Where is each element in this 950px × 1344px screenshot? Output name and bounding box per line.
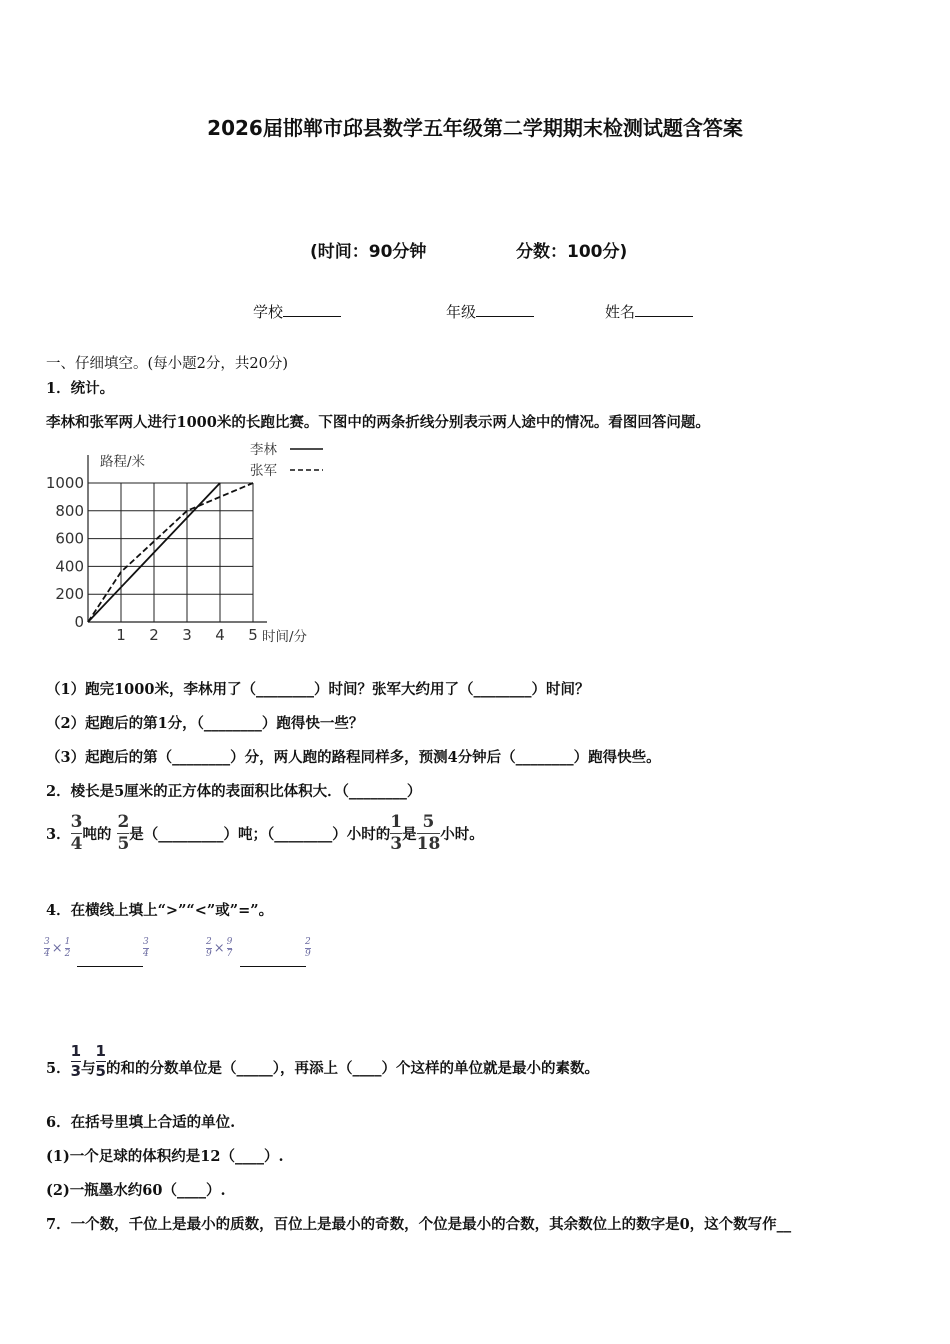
q3-fraction-2	[117, 814, 129, 853]
section-heading: 一、仔细填空。(每小题2分，共20分)	[46, 356, 288, 372]
q6-part2: (2)一瓶墨水约60（____）.	[46, 1182, 226, 1199]
race-chart	[40, 436, 340, 648]
multiply-sign: ×	[213, 941, 225, 956]
numerator: 1	[64, 937, 71, 947]
fraction	[143, 938, 149, 959]
q1-number: 1．	[46, 380, 71, 397]
q4-expr-b-left	[206, 938, 232, 959]
q3-text-4: 小时。	[440, 826, 484, 843]
q4-blank-b[interactable]	[240, 966, 306, 967]
chart-legend	[250, 441, 323, 479]
denominator: 3	[390, 834, 403, 854]
q6-title: 6．在括号里填上合适的单位.	[46, 1114, 236, 1131]
numerator: 2	[305, 937, 311, 947]
chart-y-ticks	[46, 474, 84, 631]
school-blank[interactable]	[283, 302, 341, 317]
numerator: 2	[206, 937, 212, 947]
q5-text-with: 与	[81, 1060, 96, 1077]
q1-part3: （3）起跑后的第（________）分，两人跑的路程同样多，预测4分钟后（________）跑得快些。	[46, 749, 661, 766]
fraction	[227, 938, 233, 959]
q1-part2: （2）起跑后的第1分，（________）跑得快一些？	[46, 715, 364, 732]
chart-x-label: 时间/分	[262, 629, 308, 645]
numerator: 3	[143, 937, 149, 947]
q3	[46, 814, 484, 853]
numerator: 9	[226, 937, 233, 947]
chart-series	[88, 483, 253, 622]
x-tick-label: 2	[149, 626, 159, 644]
q5-fraction-2	[96, 1044, 106, 1079]
numerator: 2	[117, 812, 130, 832]
name-label: 姓名	[605, 303, 636, 321]
q3-fraction-3	[390, 814, 402, 853]
x-tick-label: 1	[116, 626, 126, 644]
y-tick-label: 600	[55, 529, 84, 548]
school-label: 学校	[253, 303, 284, 321]
q4: 4．在横线上填上“>”“<”或”=”。	[46, 902, 274, 919]
chart-y-label: 路程/米	[100, 454, 146, 470]
denominator: 3	[70, 1062, 82, 1080]
y-tick-label: 0	[74, 613, 84, 631]
numerator: 1	[70, 1042, 82, 1060]
numerator: 1	[390, 812, 403, 832]
denominator: 9	[305, 949, 311, 959]
fraction	[305, 938, 311, 959]
y-tick-label: 1000	[45, 474, 84, 492]
q4-expr-b-right	[305, 938, 311, 959]
q3-fraction-1	[71, 814, 83, 853]
name-blank[interactable]	[635, 302, 693, 317]
y-tick-label: 200	[55, 585, 84, 604]
legend-label: 张军	[250, 463, 277, 479]
numerator: 3	[70, 812, 83, 832]
grade-label: 年级	[446, 303, 477, 321]
x-tick-label: 5	[248, 626, 258, 644]
q4-blank-a[interactable]	[77, 966, 143, 967]
q5-fraction-1	[71, 1044, 81, 1079]
school-field	[253, 301, 341, 322]
denominator: 5	[117, 834, 130, 854]
name-field	[605, 301, 693, 322]
denominator: 9	[206, 949, 212, 959]
q3-fraction-4	[417, 814, 441, 853]
chart-grid	[88, 483, 253, 622]
q3-number: 3．	[46, 826, 71, 843]
multiply-sign: ×	[51, 941, 63, 956]
x-tick-label: 3	[182, 626, 192, 644]
q1-title: 统计。	[70, 380, 115, 397]
q7: 7．一个数，千位上是最小的质数，百位上是最小的奇数，个位是最小的合数，其余数位上的数字是0，这个数写作__	[46, 1216, 792, 1233]
denominator: 2	[64, 949, 71, 959]
numerator: 3	[44, 937, 50, 947]
q6-part1: (1)一个足球的体积约是12（____）.	[46, 1148, 284, 1165]
series-line-zhangjun	[88, 483, 253, 622]
page-title: 2026届邯郸市邱县数学五年级第二学期期末检测试题含答案	[207, 116, 743, 140]
q3-text-1: 吨的	[82, 826, 112, 843]
q3-text-2: 是（_________）吨；（________）小时的	[129, 826, 391, 843]
denominator: 4	[44, 949, 50, 959]
x-tick-label: 4	[215, 626, 225, 644]
denominator: 4	[143, 949, 149, 959]
q1-part1: （1）跑完1000米，李林用了（________）时间？张军大约用了（________）时间？	[46, 681, 590, 698]
q5	[46, 1044, 599, 1079]
grade-blank[interactable]	[476, 302, 534, 317]
numerator: 1	[95, 1042, 106, 1060]
fraction	[206, 938, 212, 959]
q5-number: 5．	[46, 1060, 71, 1077]
exam-score: 分数：100分)	[516, 242, 628, 262]
q2: 2．棱长是5厘米的正方体的表面积比体积大．（________）	[46, 783, 422, 800]
y-tick-label: 400	[55, 557, 84, 576]
fraction	[65, 938, 71, 959]
y-tick-label: 800	[55, 501, 84, 520]
q1-heading	[46, 377, 114, 398]
q4-expr-a-right	[143, 938, 149, 959]
q1-intro: 李林和张军两人进行1000米的长跑比赛。下图中的两条折线分别表示两人途中的情况。看图回答问题。	[46, 414, 710, 431]
exam-time: (时间：90分钟	[310, 242, 427, 262]
denominator: 7	[226, 949, 233, 959]
q5-text: 的和的分数单位是（_____），再添上（____）个这样的单位就是最小的素数。	[105, 1060, 599, 1077]
legend-label: 李林	[250, 442, 277, 458]
fraction	[44, 938, 50, 959]
q3-text-3: 是	[402, 826, 417, 843]
q4-expr-a-left	[44, 938, 70, 959]
denominator: 4	[70, 834, 83, 854]
chart-x-ticks	[116, 626, 258, 644]
numerator: 5	[422, 812, 435, 832]
grade-field	[446, 301, 534, 322]
denominator: 18	[416, 834, 441, 854]
denominator: 5	[95, 1062, 106, 1080]
